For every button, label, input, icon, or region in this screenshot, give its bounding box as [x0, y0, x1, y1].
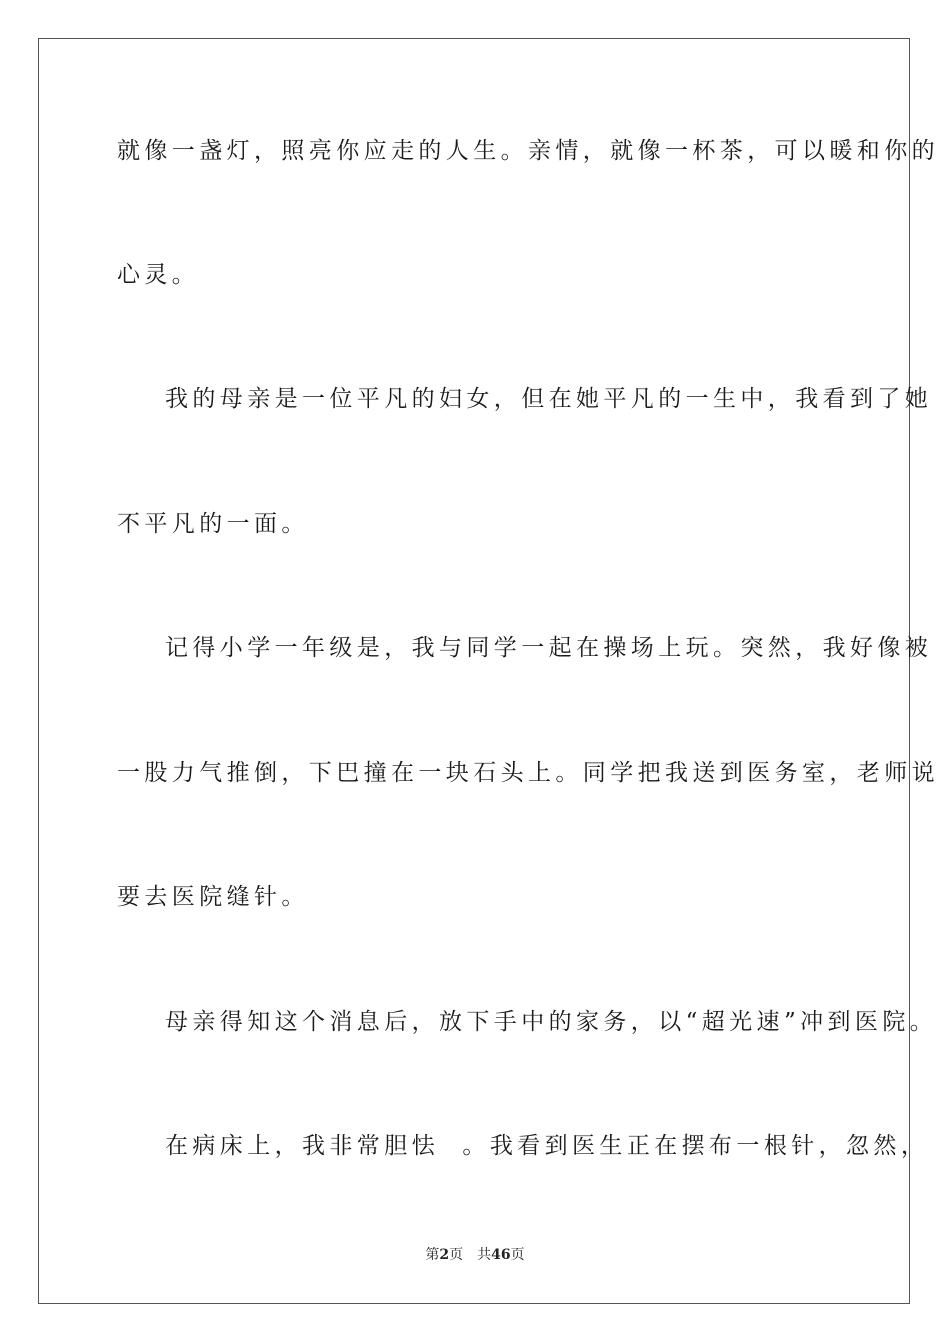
- page-number: 2: [439, 1247, 450, 1263]
- text-line-5: 记得小学一年级是，我与同学一起在操场上玩。突然，我好像被: [165, 635, 933, 661]
- page-suffix: 页: [449, 1247, 464, 1263]
- text-line-6: 一股力气推倒，下巴撞在一块石头上。同学把我送到医务室，老师说: [117, 760, 939, 786]
- text-line-8: 母亲得知这个消息后，放下手中的家务，以“超光速”冲到医院。: [165, 1009, 938, 1035]
- text-line-1: 就像一盏灯，照亮你应走的人生。亲情，就像一杯茶，可以暖和你的: [117, 138, 939, 164]
- total-pages: 46: [491, 1247, 511, 1263]
- text-line-7: 要去医院缝针。: [117, 884, 309, 910]
- total-suffix: 页: [510, 1247, 525, 1263]
- page-footer: [0, 1246, 950, 1264]
- text-line-3: 我的母亲是一位平凡的妇女，但在她平凡的一生中，我看到了她: [165, 386, 933, 412]
- total-prefix: 共: [477, 1247, 492, 1263]
- page-frame: [38, 38, 910, 1304]
- text-line-4: 不平凡的一面。: [117, 511, 309, 537]
- page-prefix: 第: [425, 1247, 440, 1263]
- text-line-2: 心灵。: [117, 262, 200, 288]
- text-line-9: 在病床上，我非常胆怯 。我看到医生正在摆布一根针，忽然，: [165, 1133, 929, 1159]
